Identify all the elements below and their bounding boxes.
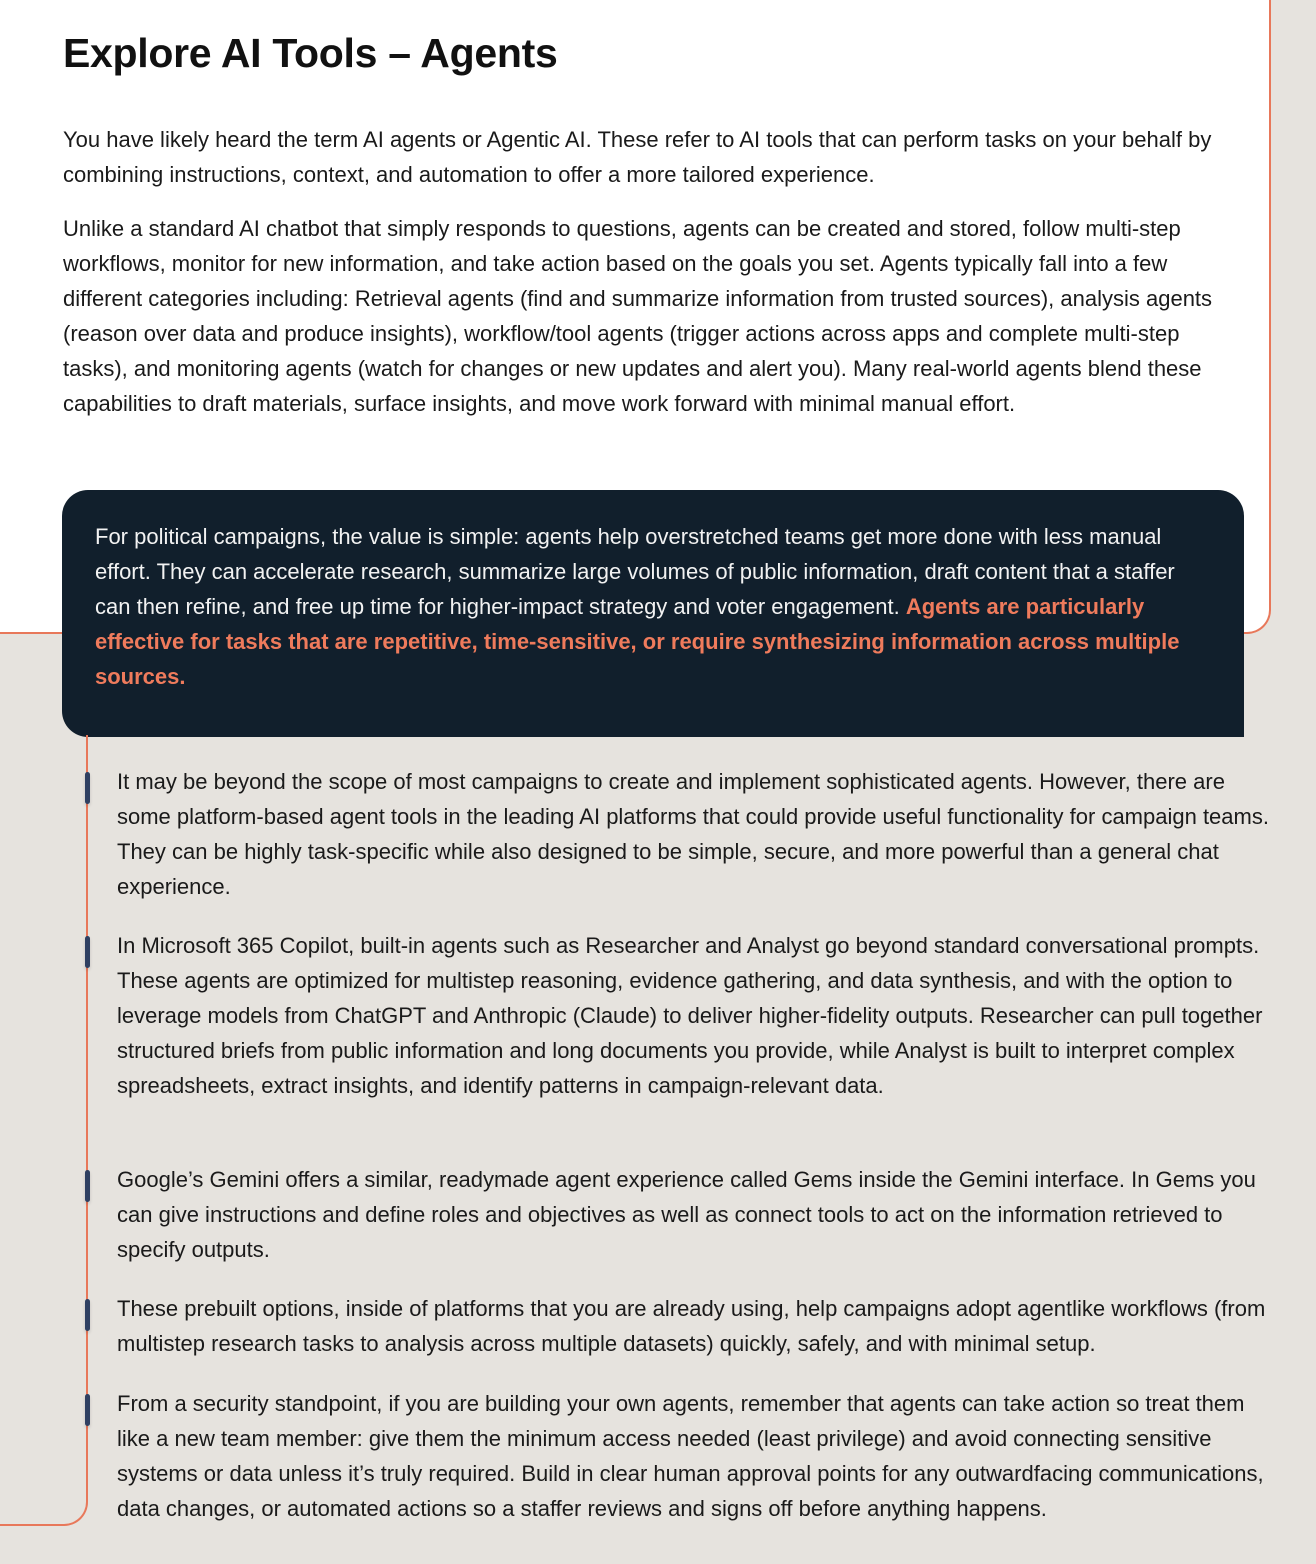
point-item <box>117 928 1277 1103</box>
bullet-marker <box>85 1394 90 1426</box>
bullet-marker <box>85 1299 90 1331</box>
point-text: These prebuilt options, inside of platforms that you are already using, help campaigns adopt agentlike workflows (from multistep research tasks to analysis across multiple datasets) quickly, safely, and with minimal setup. <box>117 1296 1266 1356</box>
point-text: In Microsoft 365 Copilot, built-in agents such as Researcher and Analyst go beyond standard conversational prompts. These agents are optimized for multistep reasoning, evidence gathering, and data synthesis, and with the option to leverage models from ChatGPT and Anthropic (Claude) to deliver higher-fidelity outputs. Researcher can pull together structured briefs from public information and long documents you provide, while Analyst is built to interpret complex spreadsheets, extract insights, and identify patterns in campaign-relevant data. <box>117 933 1263 1098</box>
point-text: It may be beyond the scope of most campaigns to create and implement sophisticated agents. However, there are some platform-based agent tools in the leading AI platforms that could provide useful functionality for campaign teams. They can be highly task-specific while also designed to be simple, secure, and more powerful than a general chat experience. <box>117 769 1269 899</box>
page-title: Explore AI Tools – Agents <box>63 30 558 76</box>
section-bracket <box>0 735 88 1526</box>
bullet-marker <box>85 936 90 968</box>
intro-paragraph-2: Unlike a standard AI chatbot that simply responds to questions, agents can be created and stored, follow multi-step workflows, monitor for new information, and take action based on the goals you set. Agents typically fall into a few different categories including: Retrieval agents (find and summarize information from trusted sources), analysis agents (reason over data and produce insights), workflow/tool agents (trigger actions across apps and complete multi-step tasks), and monitoring agents (watch for changes or new updates and alert you). Many real-world agents blend these capabilities to draft materials, surface insights, and move work forward with minimal manual effort. <box>63 216 1213 416</box>
callout-text <box>95 519 1204 694</box>
point-item <box>117 764 1277 904</box>
bullet-marker <box>85 1170 90 1202</box>
point-text: From a security standpoint, if you are building your own agents, remember that agents can take action so treat them like a new team member: give them the minimum access needed (least privilege) and avoid connecting sensitive systems or data unless it’s truly required. Build in clear human approval points for any outwardfacing communications, data changes, or automated actions so a staffer reviews and signs off before anything happens. <box>117 1391 1264 1521</box>
bullet-marker <box>85 772 90 804</box>
callout-box <box>62 490 1244 737</box>
point-item <box>117 1291 1277 1361</box>
point-item <box>117 1386 1277 1526</box>
callout-body: For political campaigns, the value is simple: agents help overstretched teams get more done with less manual effort. They can accelerate research, summarize large volumes of public information, draft content that a staffer can then refine, and free up time for higher-impact strategy and voter engagement. <box>95 524 1175 619</box>
intro-paragraph-1: You have likely heard the term AI agents or Agentic AI. These refer to AI tools that can perform tasks on your behalf by combining instructions, context, and automation to offer a more tailored experience. <box>63 127 1212 187</box>
callout-highlight: Agents are particularly effective for tasks that are repetitive, time-sensitive, or require synthesizing information across multiple sources. <box>95 594 1180 689</box>
point-text: Google’s Gemini offers a similar, readymade agent experience called Gems inside the Gemini interface. In Gems you can give instructions and define roles and objectives as well as connect tools to act on the information retrieved to specify outputs. <box>117 1167 1256 1262</box>
right-margin-band <box>1271 0 1316 640</box>
point-item <box>117 1162 1277 1267</box>
